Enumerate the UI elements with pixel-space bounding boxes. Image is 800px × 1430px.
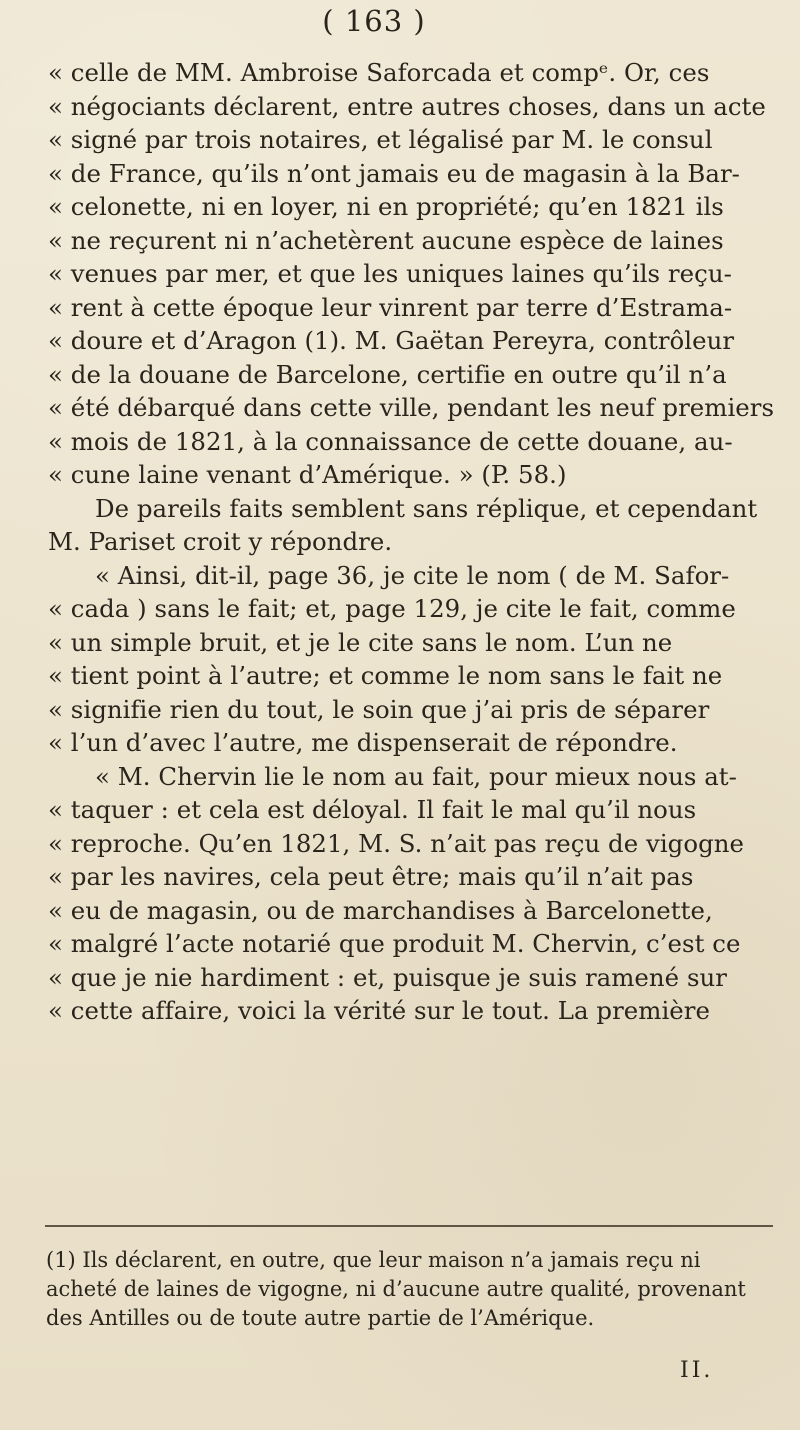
body-line: M. Pariset croit y répondre. bbox=[48, 527, 393, 556]
page-number: ( 163 ) bbox=[322, 4, 426, 38]
body-line: « malgré l’acte notarié que produit M. Chervin, c’est ce bbox=[48, 929, 741, 958]
main-text-block bbox=[48, 56, 775, 1028]
body-line: « signifie rien du tout, le soin que j’ai pris de séparer bbox=[48, 694, 710, 724]
body-line: « de France, qu’ils n’ont jamais eu de magasin à la Bar- bbox=[48, 158, 740, 188]
body-line: « taquer : et cela est déloyal. Il fait le mal qu’il nous bbox=[48, 795, 697, 824]
body-line: « que je nie hardiment : et, puisque je suis ramené sur bbox=[48, 962, 727, 992]
body-line: « eu de magasin, ou de marchandises à Barcelonette, bbox=[48, 895, 713, 925]
footnote-line: des Antilles ou de toute autre partie de l’Amérique. bbox=[46, 1306, 595, 1330]
body-line: « Ainsi, dit-il, page 36, je cite le nom ( de M. Safor- bbox=[95, 560, 730, 590]
body-line: « négociants déclarent, entre autres choses, dans un acte bbox=[48, 91, 766, 121]
body-line: « doure et d’Aragon (1). M. Gaëtan Pereyra, contrôleur bbox=[48, 326, 735, 355]
footnote-line: (1) Ils déclarent, en outre, que leur maison n’a jamais reçu ni bbox=[46, 1248, 701, 1272]
body-line: De pareils faits semblent sans réplique, et cependant bbox=[95, 493, 758, 523]
body-line: « cune laine venant d’Amérique. » (P. 58.) bbox=[48, 460, 567, 489]
body-line: « ne reçurent ni n’achetèrent aucune espèce de laines bbox=[48, 225, 724, 255]
body-line: « M. Chervin lie le nom au fait, pour mieux nous at- bbox=[95, 761, 737, 791]
body-line: « été débarqué dans cette ville, pendant les neuf premiers bbox=[48, 393, 775, 422]
body-line: « reproche. Qu’en 1821, M. S. n’ait pas reçu de vigogne bbox=[48, 828, 744, 858]
footnote-divider bbox=[45, 1225, 773, 1227]
footnote-block bbox=[46, 1246, 770, 1333]
body-line: « rent à cette époque leur vinrent par terre d’Estrama- bbox=[48, 292, 733, 322]
page-signature: II. bbox=[680, 1358, 714, 1383]
body-line: « cette affaire, voici la vérité sur le tout. La première bbox=[48, 996, 710, 1025]
footnote-line: acheté de laines de vigogne, ni d’aucune autre qualité, provenant bbox=[46, 1277, 746, 1301]
body-line: « un simple bruit, et je le cite sans le nom. L’un ne bbox=[48, 627, 673, 657]
body-line: « par les navires, cela peut être; mais qu’il n’ait pas bbox=[48, 862, 694, 891]
body-line: « venues par mer, et que les uniques laines qu’ils reçu- bbox=[48, 259, 732, 288]
body-line: « cada ) sans le fait; et, page 129, je cite le fait, comme bbox=[48, 594, 736, 623]
body-line: « celonette, ni en loyer, ni en propriété; qu’en 1821 ils bbox=[48, 192, 724, 221]
body-line: « l’un d’avec l’autre, me dispenserait de répondre. bbox=[48, 728, 678, 757]
body-line: « de la douane de Barcelone, certifie en outre qu’il n’a bbox=[48, 359, 727, 389]
body-line: « celle de MM. Ambroise Saforcada et compᵉ. Or, ces bbox=[48, 58, 710, 87]
body-line: « tient point à l’autre; et comme le nom sans le fait ne bbox=[48, 661, 723, 690]
body-line: « signé par trois notaires, et légalisé par M. le consul bbox=[48, 125, 713, 154]
body-line: « mois de 1821, à la connaissance de cette douane, au- bbox=[48, 426, 733, 456]
